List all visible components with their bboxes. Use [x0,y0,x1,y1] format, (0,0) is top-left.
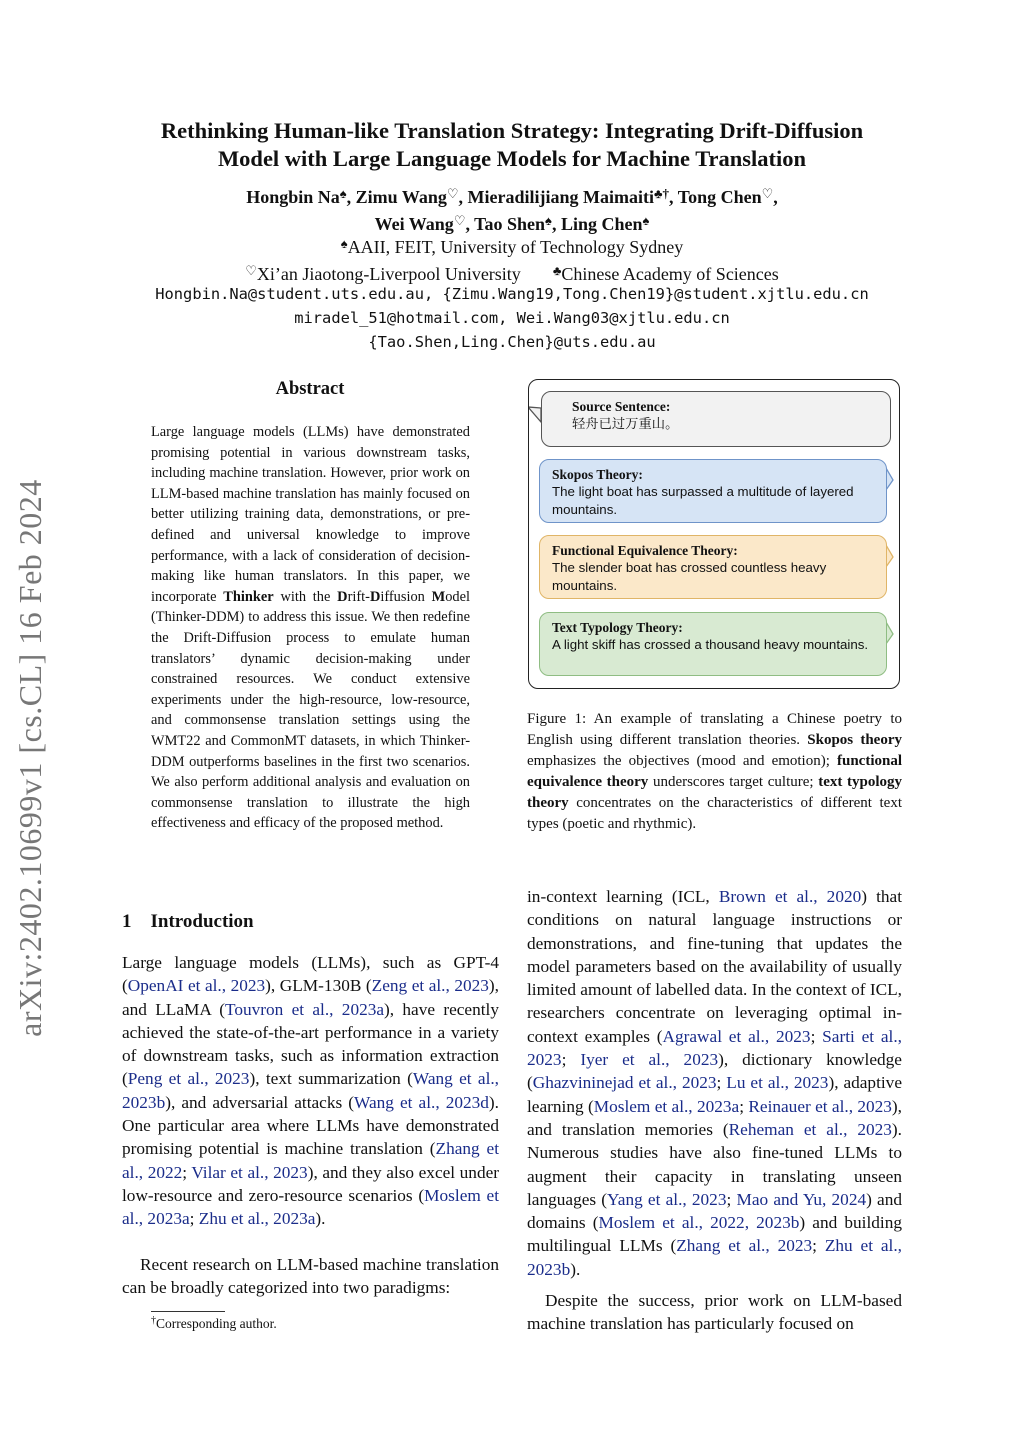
citation-link[interactable]: Vilar et al., 2023 [191,1162,308,1182]
abstract-heading: Abstract [275,379,345,399]
citation-link[interactable]: Wang et al., 2023d [354,1092,489,1112]
citation-link[interactable]: Sarti et al., 2023 [527,1026,902,1070]
citation-link[interactable]: Agrawal et al., 2023 [662,1026,811,1046]
author: Wei Wang [374,214,454,234]
citation-link[interactable]: Moslem et al., 2023a [122,1185,500,1229]
paper-title: Rethinking Human-like Translation Strategy: Integrating Drift-Diffusion Model with Large Language Models for Machine Translation [160,118,864,171]
affiliations: ♠AAII, FEIT, University of Technology Sydney ♡Xi’an Jiaotong-Liverpool University ♣Chinese Academy of Sciences [245,236,779,284]
figure-1 [528,379,900,689]
citation-link[interactable]: Zhang et al., 2023 [676,1236,813,1256]
author: Ling Chen [560,214,643,234]
citation-link[interactable]: Zhang et al., 2022 [122,1139,499,1182]
citation-link[interactable]: Iyer et al., 2023 [580,1050,719,1070]
source-sentence-bubble: Source Sentence: 轻舟已过万重山。 [541,391,891,447]
citation-link[interactable]: Lu et al., 2023 [726,1073,829,1093]
affiliation: Chinese Academy of Sciences [561,264,779,284]
citation-link[interactable]: Brown et al., 2020 [718,887,862,906]
functional-equivalence-bubble: Functional Equivalence Theory: The slender boat has crossed countless heavy mountains. [539,535,887,599]
affiliation: AAII, FEIT, University of Technology Sydney [347,237,684,257]
typology-bubble-tail [886,622,893,644]
citation-link[interactable]: Zhu et al., 2023b [527,1236,903,1279]
citation-link[interactable]: OpenAI et al., 2023 [127,976,266,996]
text-typology-bubble: Text Typology Theory: A light skiff has crossed a thousand heavy mountains. [539,612,887,676]
citation-link[interactable]: Zhu et al., 2023a [198,1209,316,1229]
citation-link[interactable]: Moslem et al., 2023a [593,1096,740,1116]
skopos-bubble-tail [886,468,893,490]
citation-link[interactable]: Zeng et al., 2023 [371,976,489,996]
author-list: Hongbin Na♠, Zimu Wang♡, Mieradilijiang Maimaiti♣†, Tong Chen♡, Wei Wang♡, Tao Shen♠, Ling Chen♠ [246,186,778,234]
citation-link[interactable]: Wang et al., 2023b [122,1069,500,1112]
citation-link[interactable]: Touvron et al., 2023a [225,999,385,1019]
section-heading-introduction: 1 Introduction [122,911,254,932]
citation-link[interactable]: Reheman et al., 2023 [728,1119,892,1139]
citation-link[interactable]: Peng et al., 2023 [127,1069,250,1089]
author: Tao Shen [474,214,546,234]
skopos-theory-bubble: Skopos Theory: The light boat has surpassed a multitude of layered mountains. [539,459,887,523]
abstract-body: Large language models (LLMs) have demonstrated promising potential in various downstream tasks, including machine translation. However, prior work on LLM-based machine translation has mainly focused on better utilizing training data, demonstrations, or pre-defined and universal knowledge to improve performance, with a lack of consideration of decision-making like human translators. In this paper, we incorporate Thinker with the Drift-Diffusion Model (Thinker-DDM) to address this issue. We then redefine the Drift-Diffusion process to emulate human translators’ dynamic decision-making under constrained resources. We conduct extensive experiments under the high-resource, low-resource, and commonsense translation settings using the WMT22 and CommonMT datasets, in which Thinker-DDM outperforms baselines in the first two scenarios. We also perform additional analysis and evaluation on commonsense translation to illustrate the high effectiveness and efficacy of the proposed method. [151,424,470,832]
author: Zimu Wang [355,187,447,207]
affiliation: Xi’an Jiaotong-Liverpool University [256,264,521,284]
intro-paragraph: Despite the success, prior work on LLM-based machine translation has particularly focused on [527,1291,902,1334]
author-emails: Hongbin.Na@student.uts.edu.au, {Zimu.Wang19,Tong.Chen19}@student.xjtlu.edu.cn miradel_51@hotmail.com, Wei.Wang03@xjtlu.edu.cn {Tao.Shen,Ling.Chen}@uts.edu.au [155,285,869,351]
citation-link[interactable]: Moslem et al., 2022, 2023b [598,1213,800,1233]
intro-paragraph: Large language models (LLMs), such as GPT-4 (OpenAI et al., 2023), GLM-130B (Zeng et al., 2023), and LLaMA (Touvron et al., 2023a), have recently achieved the state-of-the-art performance in a variety of downstream tasks, such as information extraction (Peng et al., 2023), text summarization (Wang et al., 2023b), and adversarial attacks (Wang et al., 2023d). One particular area where LLMs have demonstrated promising potential is machine translation (Zhang et al., 2022; Vilar et al., 2023), and they also excel under low-resource and zero-resource scenarios (Moslem et al., 2023a; Zhu et al., 2023a). [122,953,500,1229]
figure-caption: Figure 1: An example of translating a Chinese poetry to English using different translation theories. Skopos theory emphasizes the objectives (mood and emotion); functional equivalence theory underscores target culture; text typology theory concentrates on the characteristics of different text types (poetic and rhythmic). [527,711,902,832]
citation-link[interactable]: Reinauer et al., 2023 [748,1096,892,1116]
intro-paragraph: Recent research on LLM-based machine translation can be broadly categorized into two paradigms: [122,1255,499,1298]
citation-link[interactable]: Ghazvininejad et al., 2023 [532,1073,717,1093]
author: Hongbin Na [246,187,340,207]
functional-bubble-tail [886,545,893,567]
citation-link[interactable]: Yang et al., 2023 [607,1189,727,1209]
arxiv-identifier: arXiv:2402.10699v1 [cs.CL] 16 Feb 2024 [12,479,48,1037]
footnote: †Corresponding author. [151,1315,277,1331]
author: Mieradilijiang Maimaiti [467,187,655,207]
intro-paragraph: in-context learning (ICL, Brown et al., 2020) that conditions on natural language instructions or demonstrations, and fine-tuning that updates the model parameters based on the availability of usually limited amount of labelled data. In the context of ICL, researchers concentrate on leveraging optimal in-context examples (Agrawal et al., 2023; Sarti et al., 2023; Iyer et al., 2023), dictionary knowledge (Ghazvininejad et al., 2023; Lu et al., 2023), adaptive learning (Moslem et al., 2023a; Reinauer et al., 2023), and translation memories (Reheman et al., 2023). Numerous studies have also fine-tuned LLMs to augment their capacity in translating unseen languages (Yang et al., 2023; Mao and Yu, 2024) and domains (Moslem et al., 2022, 2023b) and building multilingual LLMs (Zhang et al., 2023; Zhu et al., 2023b). [527,887,903,1279]
source-bubble-tail [529,407,541,422]
citation-link[interactable]: Mao and Yu, 2024 [736,1189,867,1209]
author: Tong Chen [677,187,762,207]
footnote-divider [151,1311,225,1312]
